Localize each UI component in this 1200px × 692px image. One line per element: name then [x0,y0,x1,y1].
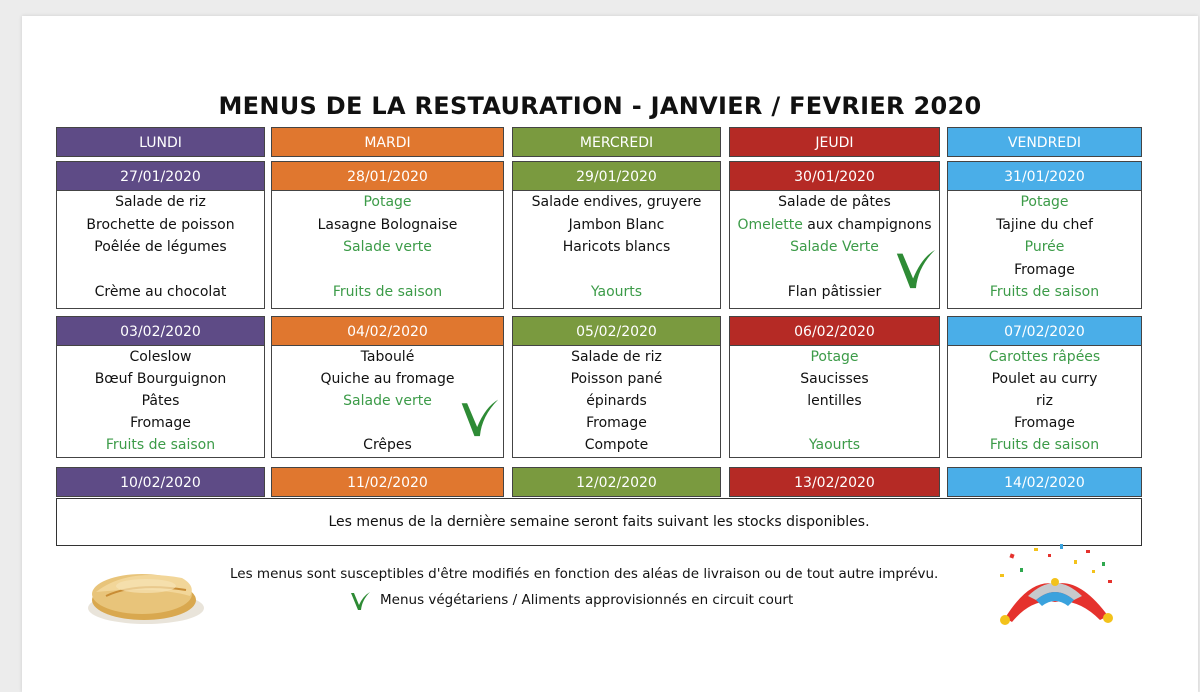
date-bar: 28/01/2020 [271,161,504,191]
menu-item [730,412,939,434]
menu-item: Haricots blancs [562,239,671,255]
menu-item: Poêlée de légumes [94,239,227,255]
menu-item: Salade Verte [790,239,879,255]
menu-item: Fromage [1014,261,1075,278]
footer-disclaimer: Les menus sont susceptibles d'être modifiés en fonction des aléas de livraison ou de tout autre imprévu. [230,566,939,582]
menu-item: Flan pâtissier [787,284,882,300]
menu-item: Salade de riz [115,194,206,210]
day-column-jeudi [729,127,940,497]
menu-item: Brochette de poisson [86,216,235,233]
menu-item: Fruits de saison [105,437,216,453]
note-box: Les menus de la dernière semaine seront faits suivant les stocks disponibles. [56,498,1142,546]
day-header-vendredi: VENDREDI [947,127,1142,157]
menu-box [729,346,940,458]
menu-item: Fromage [130,415,191,431]
menu-item: Compote [584,437,649,453]
menu-item-rest: aux champignons [802,216,932,233]
menu-item: Fromage [586,415,647,431]
menu-box [56,346,265,458]
menu-item: lentilles [807,393,862,409]
date-bar: 14/02/2020 [947,467,1142,497]
date-bar: 06/02/2020 [729,316,940,346]
leaf-v-icon [348,588,372,612]
menu-box [271,191,504,309]
menu-item: Potage [1020,194,1069,210]
crepes-image [86,556,210,628]
menu-item: Salade verte [343,239,432,255]
jester-hat-image [990,540,1120,630]
date-bar: 10/02/2020 [56,467,265,497]
date-bar: 30/01/2020 [729,161,940,191]
menu-item: Fruits de saison [332,284,443,300]
date-bar: 31/01/2020 [947,161,1142,191]
date-bar: 29/01/2020 [512,161,721,191]
menu-item: Poisson pané [570,371,663,387]
date-bar: 07/02/2020 [947,316,1142,346]
menu-item: Coleslow [129,349,192,365]
footer-legend: Menus végétariens / Aliments approvisionnés en circuit court [380,592,794,608]
menu-item [513,259,720,282]
menu-box [512,191,721,309]
menu-item: Fruits de saison [989,437,1100,453]
day-header-mardi: MARDI [271,127,504,157]
leaf-v-icon [458,396,500,438]
menu-item-green-part: Omelette [737,216,803,233]
menu-item: Fromage [1014,415,1075,431]
date-bar: 12/02/2020 [512,467,721,497]
menu-item: Pâtes [141,393,180,409]
menu-item: Salade endives, gruyere [531,194,702,210]
date-bar: 05/02/2020 [512,316,721,346]
menu-item [57,259,264,282]
day-column-mercredi [512,127,721,497]
menu-box [512,346,721,458]
date-bar: 03/02/2020 [56,316,265,346]
menu-item: Poulet au curry [991,371,1098,387]
menu-item: Purée [1024,239,1065,255]
menu-item: épinards [586,393,647,409]
menu-item: Fruits de saison [989,284,1100,300]
leaf-v-icon [892,246,938,290]
date-bar: 04/02/2020 [271,316,504,346]
menu-item: Crêpes [363,437,412,453]
date-bar: 13/02/2020 [729,467,940,497]
menu-item: Salade de riz [571,349,662,365]
menu-item: Lasagne Bolognaise [317,216,458,233]
day-column-vendredi [947,127,1142,497]
menu-item [272,259,503,282]
date-bar: 27/01/2020 [56,161,265,191]
day-header-mercredi: MERCREDI [512,127,721,157]
day-column-lundi [56,127,265,497]
menu-item: Yaourts [590,284,643,300]
menu-item: Yaourts [808,437,861,453]
menu-item [730,214,939,237]
menu-box [947,191,1142,309]
menu-item: Potage [363,194,412,210]
menu-item: Taboulé [360,349,415,365]
menu-item: Bœuf Bourguignon [94,371,227,387]
menu-box [56,191,265,309]
day-header-jeudi: JEUDI [729,127,940,157]
menu-item: Salade de pâtes [778,194,891,210]
menu-item: Salade verte [343,393,432,409]
day-header-lundi: LUNDI [56,127,265,157]
page-title: MENUS DE LA RESTAURATION - JANVIER / FEVRIER 2020 [218,92,982,120]
menu-item: Quiche au fromage [320,371,455,387]
menu-item: Saucisses [800,371,869,387]
menu-item: Carottes râpées [988,349,1101,365]
date-bar: 11/02/2020 [271,467,504,497]
menu-box [947,346,1142,458]
menu-item: Potage [810,349,859,365]
menu-item: riz [1036,393,1053,409]
menu-item: Crème au chocolat [94,284,227,300]
day-column-mardi [271,127,504,497]
menu-item: Jambon Blanc [568,216,665,233]
menu-item: Tajine du chef [996,216,1093,233]
